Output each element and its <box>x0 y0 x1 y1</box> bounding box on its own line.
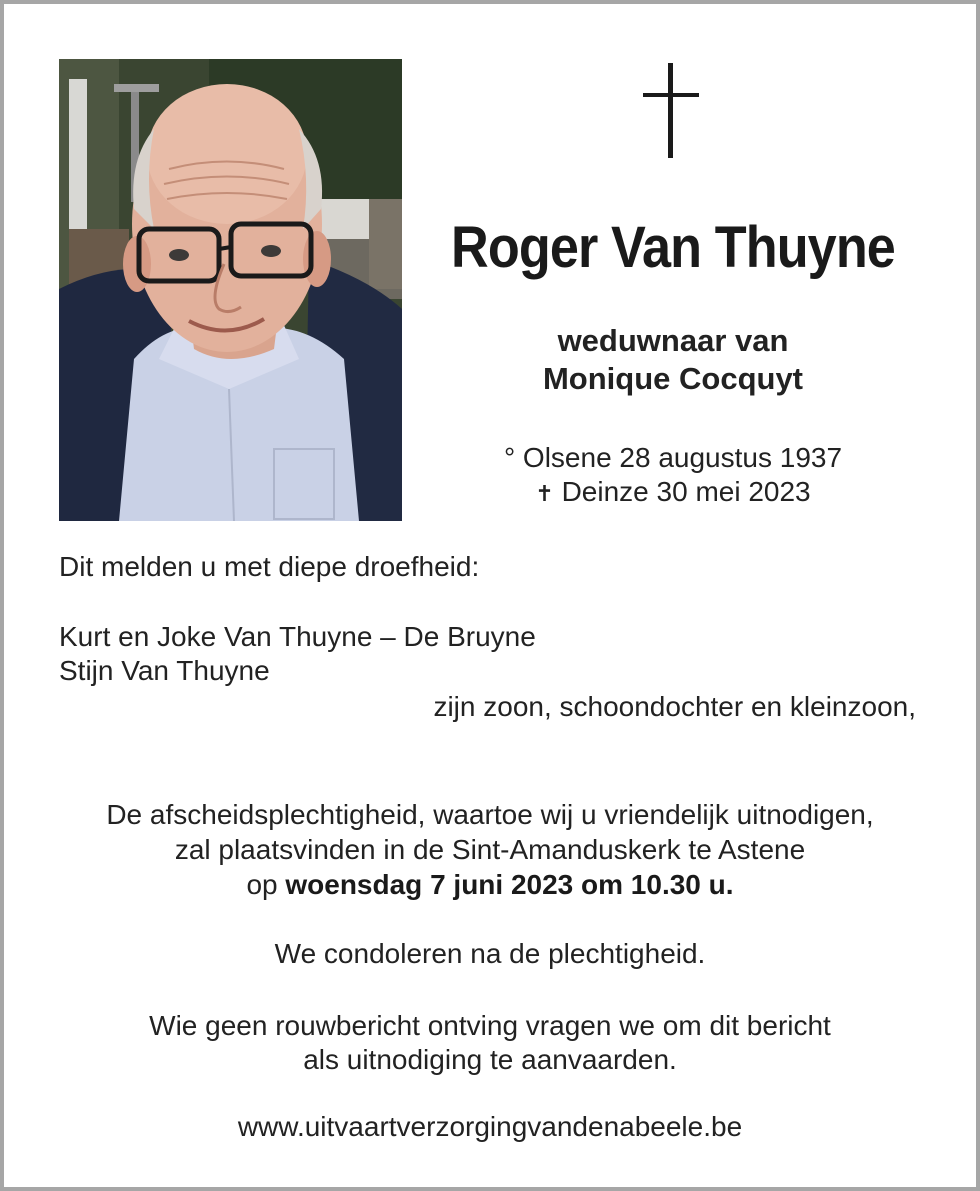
family-list <box>59 620 536 688</box>
deceased-name: Roger Van Thuyne <box>451 215 895 280</box>
birth-symbol: ° <box>503 442 516 473</box>
ceremony-line-1: De afscheidsplechtigheid, waartoe wij u vriendelijk uitnodigen, <box>106 799 874 830</box>
family-relation: zijn zoon, schoondochter en kleinzoon, <box>433 691 916 722</box>
ceremony-line-2: zal plaatsvinden in de Sint-Amanduskerk te Astene <box>174 834 806 865</box>
death-line <box>418 475 928 511</box>
life-dates <box>418 441 928 511</box>
funeral-home-website: www.uitvaartverzorgingvandenabeele.be <box>237 1111 743 1142</box>
ceremony-date-prefix: op <box>246 869 278 900</box>
ceremony-line-3 <box>20 867 960 902</box>
family-member: Kurt en Joke Van Thuyne – De Bruyne <box>59 621 536 652</box>
death-date: Deinze 30 mei 2023 <box>561 476 811 507</box>
invitation-notice <box>0 1009 980 1077</box>
portrait-photo <box>59 59 402 521</box>
condolences-note: We condoleren na de plechtigheid. <box>274 938 706 969</box>
family-member: Stijn Van Thuyne <box>59 655 270 686</box>
ceremony-info <box>20 797 960 902</box>
announcement-intro: Dit melden u met diepe droefheid: <box>59 551 480 582</box>
death-cross-icon: ✝ <box>535 481 554 506</box>
notice-line-1: Wie geen rouwbericht ontving vragen we om dit bericht <box>149 1010 831 1041</box>
birth-line <box>418 441 928 475</box>
spouse-label: weduwnaar van <box>557 323 789 358</box>
notice-line-2: als uitnodiging te aanvaarden. <box>303 1044 677 1075</box>
birth-date: Olsene 28 augustus 1937 <box>522 442 843 473</box>
ceremony-date: woensdag 7 juni 2023 om 10.30 u. <box>285 869 734 900</box>
spouse-name: Monique Cocquyt <box>542 361 804 396</box>
latin-cross-icon <box>643 63 699 158</box>
spouse-info <box>418 322 928 398</box>
